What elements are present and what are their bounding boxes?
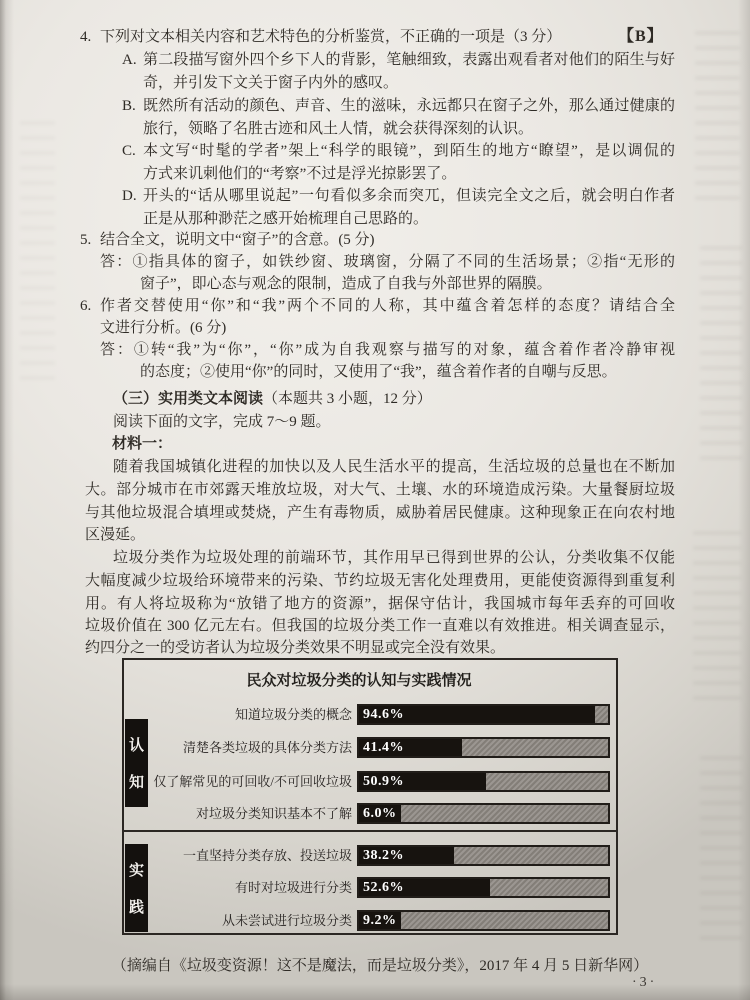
- bleed-through-artifact: [20, 120, 55, 380]
- paragraph1-line1: 随着我国城镇化进程的加快以及人民生活水平的提高，生活垃圾的总量也在不断加: [113, 459, 675, 475]
- section3-heading-title: （三）实用类文本阅读: [113, 391, 264, 407]
- chart-bar-label: 有时对垃圾进行分类: [234, 880, 352, 895]
- chart-bar-value: 41.4%: [363, 739, 404, 755]
- chart-bar-row: [138, 704, 610, 725]
- question5-answer-line1: 答：①指具体的窗子，如铁纱窗、玻璃窗，分隔了不同的生活场景；②指“无形的: [100, 254, 675, 270]
- question4-answer-key: 【B】: [618, 28, 664, 45]
- chart-bar-track: [357, 737, 610, 758]
- bleed-through-artifact: [695, 30, 740, 200]
- bleed-through-artifact: [700, 240, 742, 460]
- bleed-through-artifact: [693, 520, 741, 700]
- question6-number: 6.: [80, 298, 92, 314]
- chart-bar-value: 52.6%: [363, 879, 404, 895]
- chart-bar-row: [138, 771, 610, 792]
- chart-bar-track: [357, 910, 610, 931]
- chart-bar-track: [357, 845, 610, 866]
- option-c-line2: 方式来讥刺他们的“考察”不过是浮光掠影罢了。: [143, 166, 457, 182]
- chart-group-tab-char: 实: [128, 862, 144, 880]
- option-b-label: B.: [122, 98, 136, 114]
- chart-bar-row: [138, 803, 610, 824]
- question6-answer-line2: 的态度；②使用“你”的同时，又使用了“我”，蕴含着作者的自嘲与反思。: [140, 364, 617, 380]
- paragraph2-line3: 用。有人将垃圾称为“放错了地方的资源”，据保守估计，我国城市每年丢弃的可回收: [85, 596, 675, 612]
- option-b-line2: 旅行，领略了名胜古迹和风土人情，就会获得深刻的认识。: [143, 121, 534, 137]
- option-a-line1: 第二段描写窗外四个乡下人的背影，笔触细致，表露出观看者对他们的陌生与好: [143, 52, 675, 68]
- chart-bar-label: 清楚各类垃圾的具体分类方法: [182, 740, 352, 755]
- chart-bar-fill: [359, 879, 490, 896]
- chart-bar-value: 94.6%: [363, 706, 404, 722]
- chart-bar-row: [138, 910, 610, 931]
- chart-group-tab-char: 认: [128, 737, 144, 755]
- question6-stem-line1: 作者交替使用“你”和“我”两个不同的人称，其中蕴含着怎样的态度？请结合全: [100, 298, 675, 314]
- question4-number: 4.: [80, 29, 92, 45]
- paragraph1-line4: 区漫延。: [85, 527, 146, 543]
- chart-bar-label: 对垃圾分类知识基本不了解: [195, 806, 352, 821]
- chart-bar-label: 知道垃圾分类的概念: [234, 707, 352, 722]
- chart-bar-row: [138, 877, 610, 898]
- chart-bar-row: [138, 845, 610, 866]
- question6-stem-line2: 文进行分析。(6 分): [100, 320, 227, 336]
- chart-bar-track: [357, 771, 610, 792]
- material-1-label: 材料一：: [112, 436, 173, 452]
- chart-section-divider: [124, 830, 616, 832]
- source-note: （摘编自《垃圾变资源！这不是魔法，而是垃圾分类》，2017 年 4 月 5 日新华网）: [111, 958, 649, 974]
- question5-answer-line2: 窗子”，即心态与观念的限制，造成了自我与外部世界的隔膜。: [140, 276, 552, 292]
- chart-bar-fill: [359, 805, 401, 822]
- chart-bar-fill: [359, 773, 486, 790]
- chart-bar-fill: [359, 739, 462, 756]
- chart-group-tab-char: 践: [128, 898, 144, 916]
- chart-bar-fill: [359, 847, 454, 864]
- option-c-label: C.: [122, 143, 136, 159]
- question5-stem: 结合全文，说明文中“窗子”的含意。(5 分): [100, 232, 375, 248]
- chart-bar-value: 50.9%: [363, 773, 404, 789]
- chart-bar-value: 38.2%: [363, 847, 404, 863]
- chart-bar-track: [357, 803, 610, 824]
- chart-bar-row: [138, 737, 610, 758]
- chart-bar-label: 从未尝试进行垃圾分类: [221, 913, 352, 928]
- paragraph1-line2: 大。部分城市在市郊露天堆放垃圾，对大气、土壤、水的环境造成污染。大量餐厨垃圾: [85, 482, 675, 498]
- chart-group-tab-char: 知: [128, 773, 144, 791]
- section3-heading: [113, 389, 432, 410]
- chart-title: 民众对垃圾分类的认知与实践情况: [246, 672, 472, 689]
- chart-bar-label: 仅了解常见的可回收/不可回收垃圾: [153, 774, 352, 789]
- question5-number: 5.: [80, 232, 92, 248]
- paragraph1-line3: 与其他垃圾混合填埋或焚烧，产生有毒物质，威胁着居民健康。这种现象正在向农村地: [85, 505, 675, 521]
- question4-stem: 下列对文本相关内容和艺术特色的分析鉴赏，不正确的一项是（3 分）: [100, 29, 562, 45]
- chart-bar-label: 一直坚持分类存放、投送垃圾: [182, 848, 352, 863]
- option-c-line1: 本文写“时髦的学者”架上“科学的眼镜”，到陌生的地方“瞭望”，是以调侃的: [143, 143, 675, 159]
- chart-bar-fill: [359, 912, 401, 929]
- option-d-line2: 正是从那种渺茫之感开始梳理自己思路的。: [143, 211, 429, 227]
- option-d-label: D.: [122, 188, 137, 204]
- chart-bar-track: [357, 877, 610, 898]
- page-number: ·3·: [632, 975, 658, 990]
- paragraph2-line4: 垃圾价值在 300 亿元左右。但我国的垃圾分类工作一直难以有效推进。相关调查显示，: [85, 618, 675, 634]
- section3-instruction: 阅读下面的文字，完成 7～9 题。: [113, 414, 331, 430]
- option-d-line1: 开头的“话从哪里说起”一句看似多余而突兀，但读完全文之后，就会明白作者: [143, 188, 675, 204]
- section3-heading-points: （本题共 3 小题，12 分）: [263, 391, 432, 407]
- option-a-label: A.: [122, 52, 137, 68]
- paragraph2-line2: 大幅度减少垃圾给环境带来的污染、节约垃圾无害化处理费用，更能使资源得到重复利: [85, 573, 675, 589]
- chart-bar-fill: [359, 706, 595, 723]
- garbage-classification-chart: [122, 658, 618, 935]
- chart-bar-track: [357, 704, 610, 725]
- bleed-through-artifact: [700, 750, 742, 940]
- option-b-line1: 既然所有活动的颜色、声音、生的滋味，永远都只在窗子之外，那么通过健康的: [143, 98, 675, 114]
- chart-bar-value: 6.0%: [363, 805, 397, 821]
- option-a-line2: 奇，并引发下文关于窗子内外的感叹。: [143, 75, 399, 91]
- paragraph2-line1: 垃圾分类作为垃圾处理的前端环节，其作用早已得到世界的公认，分类收集不仅能: [113, 550, 675, 566]
- question6-answer-line1: 答：①转“我”为“你”，“你”成为自我观察与描写的对象，蕴含着作者冷静审视: [100, 342, 675, 358]
- paragraph2-line5: 约四分之一的受访者认为垃圾分类效果不明显或完全没有效果。: [85, 640, 506, 656]
- chart-group-tab-cognition: [125, 719, 148, 807]
- chart-bar-value: 9.2%: [363, 912, 397, 928]
